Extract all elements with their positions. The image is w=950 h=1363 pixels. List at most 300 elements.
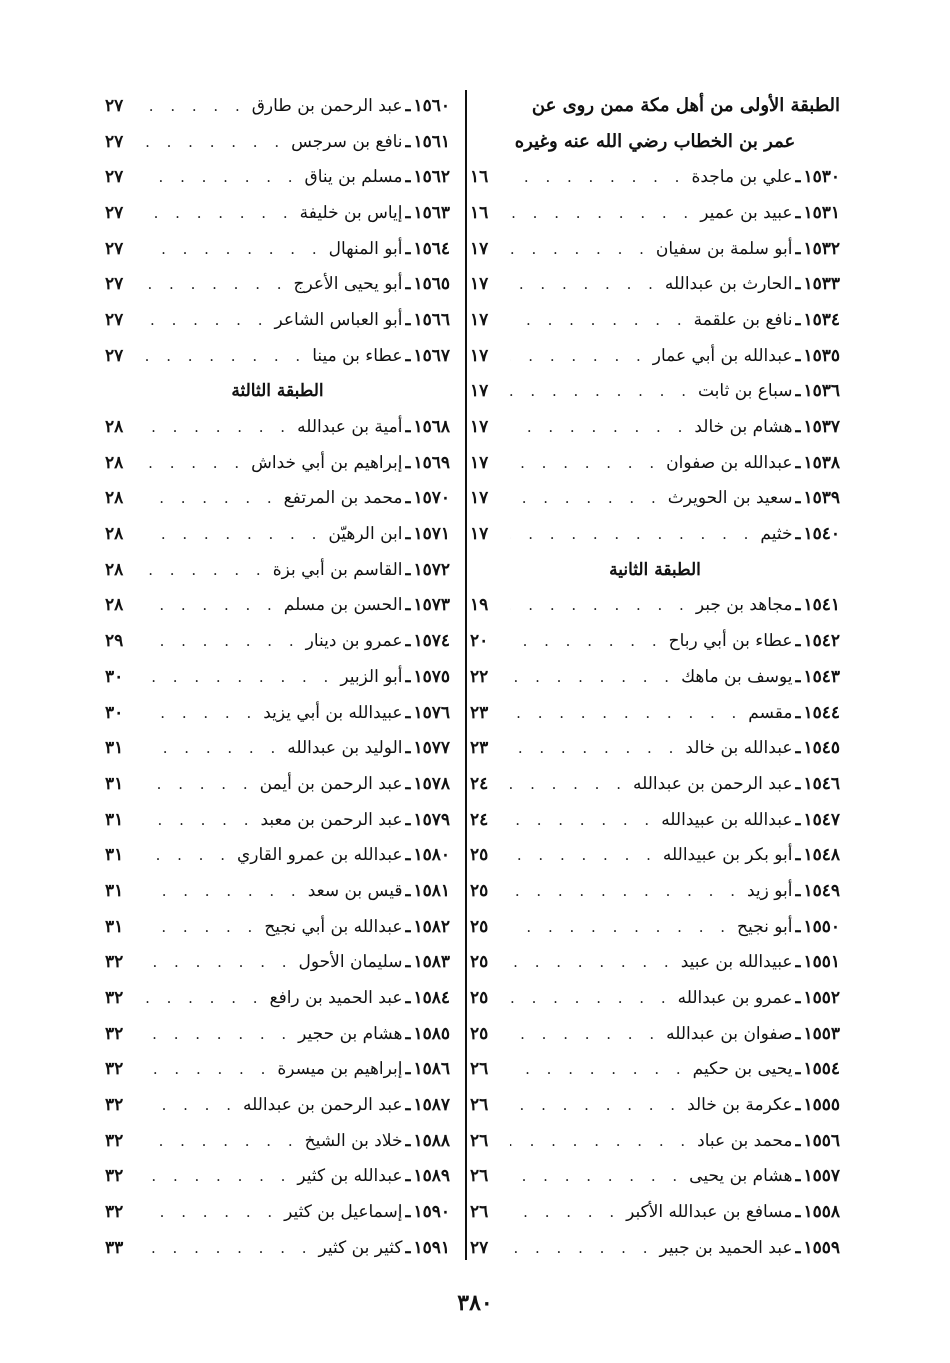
entry-number: ١٥٨١ [413, 880, 450, 901]
entry-number: ١٥٩٠ [413, 1202, 450, 1223]
leader-dots [510, 596, 690, 614]
leader-dots [510, 775, 627, 793]
entry-page: ٢٦ [470, 1095, 489, 1116]
entry-name: خلاد بن الشيخ [304, 1130, 403, 1151]
entry-name: مجاهد بن جبر [695, 595, 793, 616]
entry-number: ١٥٧٤ [413, 631, 450, 652]
entry-name: هشام بن يحيى [689, 1166, 793, 1187]
index-entry [470, 980, 840, 1016]
leader-dots [145, 168, 299, 186]
entry-number: ١٥٤٨ [803, 845, 840, 866]
leader-dots [145, 1203, 278, 1221]
section-heading: الطبقة الأولى من أهل مكة ممن روى عن [531, 95, 840, 117]
entry-name: إسماعيل بن كثير [284, 1202, 403, 1223]
entry-page: ٢٣ [470, 702, 489, 723]
index-entry [105, 516, 450, 552]
entry-number: ١٥٧٣ [413, 595, 450, 616]
index-entry [470, 1052, 840, 1088]
leader-dots [510, 846, 657, 864]
entry-number: ١٥٧٦ [413, 702, 450, 723]
entry-page: ٣٠ [105, 666, 124, 687]
entry-page: ٣٢ [105, 1059, 124, 1080]
entry-page: ١٧ [470, 238, 489, 259]
entry-name: عبد الرحمن بن طارق [251, 95, 403, 116]
entry-name: أبو الزبير [340, 666, 403, 687]
entry-number: ١٥٤٦ [803, 773, 840, 794]
entry-number: ١٥٣٠ [803, 167, 840, 188]
entry-number: ١٥٦٧ [413, 345, 450, 366]
index-entry [105, 1052, 450, 1088]
entry-page: ٣٠ [105, 702, 124, 723]
entry-name: سباع بن ثابت [697, 381, 793, 402]
entry-separator: ـ [795, 702, 801, 723]
index-entry [470, 159, 840, 195]
entry-name: أبو يحيى الأعرج [293, 274, 403, 295]
index-entry [105, 1230, 450, 1266]
entry-number: ١٥٥٥ [803, 1095, 840, 1116]
index-entry [105, 623, 450, 659]
entry-page: ٢٧ [105, 274, 124, 295]
leader-dots [510, 811, 655, 829]
entry-name: سليمان الأحول [298, 952, 403, 973]
index-entry [470, 231, 840, 267]
leader-dots [145, 418, 291, 436]
index-entry [470, 730, 840, 766]
entry-separator: ـ [405, 238, 411, 259]
index-entry [105, 445, 450, 481]
entry-page: ٣٢ [105, 1202, 124, 1223]
entry-number: ١٥٦٩ [413, 452, 450, 473]
leader-dots [145, 882, 302, 900]
entry-name: الوليد بن عبدالله [287, 738, 403, 759]
entry-number: ١٥٧٧ [413, 738, 450, 759]
entry-name: عبد الحميد بن جبير [659, 1237, 793, 1258]
entry-separator: ـ [795, 524, 801, 545]
leader-dots [510, 204, 694, 222]
index-entry [105, 1123, 450, 1159]
entry-separator: ـ [405, 1023, 411, 1044]
entry-separator: ـ [795, 1202, 801, 1223]
leader-dots [510, 1239, 653, 1257]
entry-name: عبدالله بن صفوان [666, 452, 793, 473]
leader-dots [145, 454, 245, 472]
entry-name: القاسم بن أبي بزة [272, 559, 403, 580]
entry-page: ٢٥ [470, 952, 489, 973]
index-entry [105, 802, 450, 838]
leader-dots [145, 311, 269, 329]
entry-number: ١٥٩١ [413, 1237, 450, 1258]
entry-separator: ـ [405, 952, 411, 973]
leader-dots [145, 275, 288, 293]
leader-dots [145, 918, 258, 936]
entry-name: عبدالله بن عبيدالله [661, 809, 793, 830]
entry-separator: ـ [795, 1095, 801, 1116]
leader-dots [145, 1060, 271, 1078]
entry-name: إبراهيم بن أبي خداش [251, 452, 403, 473]
entry-name: عبدالله بن عمرو القاري [237, 845, 403, 866]
index-entry [105, 695, 450, 731]
leader-dots [145, 1096, 237, 1114]
entry-page: ٢٨ [105, 595, 124, 616]
entry-separator: ـ [795, 274, 801, 295]
leader-dots [145, 133, 285, 151]
entry-number: ١٥٨٩ [413, 1166, 450, 1187]
leader-dots [145, 1239, 313, 1257]
entry-page: ١٦ [470, 202, 489, 223]
entry-separator: ـ [405, 1166, 411, 1187]
leader-dots [145, 1167, 291, 1185]
entry-page: ٢٧ [105, 238, 124, 259]
entry-page: ٣١ [105, 738, 124, 759]
leader-dots [510, 1096, 681, 1114]
index-entry [470, 588, 840, 624]
entry-number: ١٥٤٩ [803, 880, 840, 901]
index-entry [105, 338, 450, 374]
entry-name: يحيى بن حكيم [692, 1059, 793, 1080]
entry-name: علي بن ماجدة [691, 167, 793, 188]
leader-dots [145, 347, 306, 365]
entry-number: ١٥٦١ [413, 131, 450, 152]
entry-separator: ـ [405, 167, 411, 188]
index-entry [470, 516, 840, 552]
index-entry [105, 588, 450, 624]
entry-page: ١٧ [470, 345, 489, 366]
leader-dots [510, 989, 672, 1007]
entry-page: ١٦ [470, 167, 489, 188]
index-entry [470, 1159, 840, 1195]
entry-page: ٢٥ [470, 988, 489, 1009]
index-entry [470, 1016, 840, 1052]
entry-name: محمد بن المرتفع [283, 488, 403, 509]
page-number: ٣٨٠ [457, 1290, 493, 1316]
entry-separator: ـ [405, 524, 411, 545]
entry-number: ١٥٦٣ [413, 202, 450, 223]
entry-name: عبد الحميد بن رافع [269, 988, 403, 1009]
entry-separator: ـ [795, 738, 801, 759]
entry-page: ٣١ [105, 916, 124, 937]
entry-separator: ـ [795, 309, 801, 330]
entry-page: ٣٣ [105, 1237, 124, 1258]
leader-dots [145, 739, 281, 757]
entry-number: ١٥٣٣ [803, 274, 840, 295]
index-entry [470, 695, 840, 731]
entry-name: عبد الرحمن بن أيمن [259, 773, 403, 794]
index-entry [470, 945, 840, 981]
entry-page: ٣٢ [105, 1023, 124, 1044]
entry-separator: ـ [405, 845, 411, 866]
entry-number: ١٥٤٣ [803, 666, 840, 687]
entry-separator: ـ [795, 631, 801, 652]
entry-page: ٢٨ [105, 559, 124, 580]
entry-number: ١٥٥٨ [803, 1202, 840, 1223]
index-entry [105, 88, 450, 124]
entry-separator: ـ [795, 381, 801, 402]
leader-dots [510, 1167, 683, 1185]
entry-name: عطاء بن أبي رباح [668, 631, 793, 652]
entry-page: ١٧ [470, 524, 489, 545]
entry-page: ٣٢ [105, 1095, 124, 1116]
section-heading: الطبقة الثالثة [231, 381, 324, 402]
entry-number: ١٥٥٠ [803, 916, 840, 937]
entry-name: مسلم بن يناق [304, 167, 403, 188]
entry-page: ٣٢ [105, 1130, 124, 1151]
leader-dots [145, 775, 254, 793]
index-entry [105, 481, 450, 517]
entry-page: ٣١ [105, 845, 124, 866]
entry-page: ٢٦ [470, 1059, 489, 1080]
entry-number: ١٥٧٢ [413, 559, 450, 580]
entry-separator: ـ [795, 916, 801, 937]
entry-name: عبيدالله بن عبيد [680, 952, 793, 973]
leader-dots [510, 632, 663, 650]
leader-dots [145, 1132, 299, 1150]
column-divider [465, 90, 467, 1260]
index-entry [470, 409, 840, 445]
entry-page: ١٧ [470, 488, 489, 509]
entry-name: أمية بن عبدالله [297, 417, 403, 438]
entry-number: ١٥٥٤ [803, 1059, 840, 1080]
entry-separator: ـ [405, 417, 411, 438]
leader-dots [510, 1060, 687, 1078]
index-entry [105, 730, 450, 766]
leader-dots [145, 632, 300, 650]
entry-number: ١٥٦٥ [413, 274, 450, 295]
entry-page: ١٧ [470, 381, 489, 402]
entry-number: ١٥٤٥ [803, 738, 840, 759]
entry-separator: ـ [795, 488, 801, 509]
leader-dots [510, 739, 679, 757]
entry-name: إبراهيم بن ميسرة [277, 1059, 403, 1080]
entry-name: أبو سلمة بن سفيان [655, 238, 793, 259]
leader-dots [510, 1203, 620, 1221]
entry-page: ٢٦ [470, 1130, 489, 1151]
entry-separator: ـ [405, 738, 411, 759]
entry-number: ١٥٤٧ [803, 809, 840, 830]
index-entry [470, 445, 840, 481]
entry-number: ١٥٧٩ [413, 809, 450, 830]
entry-name: إياس بن خليفة [299, 202, 403, 223]
index-entry [105, 1159, 450, 1195]
entry-page: ٢٧ [105, 202, 124, 223]
entry-number: ١٥٨٠ [413, 845, 450, 866]
entry-separator: ـ [795, 238, 801, 259]
entry-page: ٢٧ [105, 309, 124, 330]
index-entry [470, 374, 840, 410]
index-entry [470, 1194, 840, 1230]
entry-name: خثيم [760, 524, 793, 545]
index-entry [470, 481, 840, 517]
entry-separator: ـ [405, 488, 411, 509]
entry-number: ١٥٨٤ [413, 988, 450, 1009]
entry-separator: ـ [405, 559, 411, 580]
entry-page: ١٧ [470, 274, 489, 295]
entry-separator: ـ [405, 1202, 411, 1223]
entry-name: أبو العباس الشاعر [274, 309, 403, 330]
leader-dots [145, 240, 323, 258]
entry-number: ١٥٤٠ [803, 524, 840, 545]
entry-name: نافع بن علقمة [693, 309, 793, 330]
entry-number: ١٥٥٦ [803, 1130, 840, 1151]
entry-number: ١٥٦٤ [413, 238, 450, 259]
entry-number: ١٥٣٩ [803, 488, 840, 509]
entry-page: ٢٥ [470, 845, 489, 866]
leader-dots [510, 240, 650, 258]
entry-separator: ـ [795, 595, 801, 616]
entry-name: عبد الرحمن بن عبدالله [243, 1095, 403, 1116]
entry-separator: ـ [405, 274, 411, 295]
entry-page: ٢٧ [105, 345, 124, 366]
index-entry [105, 124, 450, 160]
entry-separator: ـ [795, 952, 801, 973]
entry-page: ٢٣ [470, 738, 489, 759]
entry-name: عبدالله بن أبي نجيح [264, 916, 403, 937]
left-column [105, 88, 450, 1266]
entry-separator: ـ [405, 309, 411, 330]
entry-separator: ـ [405, 95, 411, 116]
entry-number: ١٥٣٢ [803, 238, 840, 259]
entry-page: ٢٤ [470, 809, 489, 830]
index-entry [470, 802, 840, 838]
entry-page: ٢٥ [470, 1023, 489, 1044]
leader-dots [510, 882, 741, 900]
entry-separator: ـ [795, 1237, 801, 1258]
index-entry [105, 980, 450, 1016]
entry-separator: ـ [405, 702, 411, 723]
entry-page: ٣١ [105, 809, 124, 830]
entry-page: ٢٥ [470, 880, 489, 901]
leader-dots [145, 204, 294, 222]
entry-page: ١٧ [470, 309, 489, 330]
entry-number: ١٥٨٥ [413, 1023, 450, 1044]
leader-dots [510, 953, 675, 971]
entry-name: قيس بن سعد [307, 880, 403, 901]
leader-dots [145, 489, 278, 507]
entry-page: ٣٢ [105, 1166, 124, 1187]
entry-name: عبدالله بن كثير [297, 1166, 403, 1187]
entry-page: ١٩ [470, 595, 489, 616]
entry-name: أبو بكر بن عبيدالله [662, 845, 793, 866]
entry-number: ١٥٣١ [803, 202, 840, 223]
entry-separator: ـ [795, 666, 801, 687]
entry-number: ١٥٦٠ [413, 95, 450, 116]
entry-separator: ـ [405, 880, 411, 901]
entry-number: ١٥٨٧ [413, 1095, 450, 1116]
leader-dots [510, 454, 660, 472]
section-heading: عمر بن الخطاب رضي الله عنه وغيره [514, 131, 796, 153]
entry-name: نافع بن سرجس [291, 131, 403, 152]
entry-number: ١٥٦٨ [413, 417, 450, 438]
entry-page: ٢٧ [105, 167, 124, 188]
entry-page: ١٧ [470, 452, 489, 473]
leader-dots [510, 382, 692, 400]
entry-page: ٢٨ [105, 452, 124, 473]
entry-number: ١٥٣٧ [803, 417, 840, 438]
entry-number: ١٥٧٥ [413, 666, 450, 687]
entry-name: هشام بن حجير [298, 1023, 403, 1044]
leader-dots [145, 953, 293, 971]
entry-page: ٣٢ [105, 952, 124, 973]
entry-separator: ـ [405, 345, 411, 366]
index-entry [105, 1194, 450, 1230]
entry-name: كثير بن كثير [318, 1237, 403, 1258]
index-entry [105, 1087, 450, 1123]
index-entry [470, 909, 840, 945]
entry-separator: ـ [795, 845, 801, 866]
index-entry [105, 231, 450, 267]
index-entry [470, 659, 840, 695]
entry-separator: ـ [795, 202, 801, 223]
index-entry [470, 623, 840, 659]
entry-name: صفوان بن عبدالله [666, 1023, 793, 1044]
entry-page: ٢٧ [105, 131, 124, 152]
entry-name: عمرو بن دينار [305, 631, 403, 652]
entry-page: ٢٩ [105, 631, 124, 652]
entry-separator: ـ [795, 345, 801, 366]
leader-dots [510, 704, 742, 722]
entry-separator: ـ [795, 988, 801, 1009]
entry-separator: ـ [795, 1166, 801, 1187]
index-entry [470, 1230, 840, 1266]
index-entry [105, 266, 450, 302]
entry-number: ١٥٦٦ [413, 309, 450, 330]
entry-number: ١٥٣٥ [803, 345, 840, 366]
entry-name: الحسن بن مسلم [283, 595, 403, 616]
entry-separator: ـ [405, 916, 411, 937]
entry-number: ١٥٥٢ [803, 988, 840, 1009]
index-entry [470, 266, 840, 302]
entry-page: ٢٨ [105, 417, 124, 438]
entry-page: ٢٨ [105, 524, 124, 545]
entry-separator: ـ [405, 773, 411, 794]
entry-page: ٢٦ [470, 1166, 489, 1187]
entry-number: ١٥٤٤ [803, 702, 840, 723]
entry-number: ١٥٦٢ [413, 167, 450, 188]
index-entry [470, 873, 840, 909]
entry-name: عبدالله بن خالد [685, 738, 793, 759]
leader-dots [145, 846, 231, 864]
entry-name: أبو نجيح [737, 916, 793, 937]
index-entry [470, 1087, 840, 1123]
entry-number: ١٥٥١ [803, 952, 840, 973]
index-entry [105, 302, 450, 338]
leader-dots [145, 704, 257, 722]
entry-page: ٢٧ [470, 1237, 489, 1258]
index-entry [105, 1016, 450, 1052]
leader-dots [145, 989, 264, 1007]
index-entry [105, 837, 450, 873]
entry-name: محمد بن عباد [697, 1130, 793, 1151]
entry-separator: ـ [405, 1095, 411, 1116]
entry-separator: ـ [405, 1059, 411, 1080]
entry-number: ١٥٥٧ [803, 1166, 840, 1187]
leader-dots [510, 311, 688, 329]
entry-page: ١٧ [470, 417, 489, 438]
entry-number: ١٥٨٢ [413, 916, 450, 937]
index-entry [105, 195, 450, 231]
entry-name: مسافع بن عبدالله الأكبر [626, 1202, 793, 1223]
entry-number: ١٥٥٣ [803, 1023, 840, 1044]
entry-separator: ـ [405, 666, 411, 687]
leader-dots [145, 561, 267, 579]
entry-number: ١٥٧٨ [413, 773, 450, 794]
entry-separator: ـ [405, 809, 411, 830]
leader-dots [510, 668, 675, 686]
leader-dots [145, 596, 278, 614]
entry-page: ٣١ [105, 880, 124, 901]
entry-number: ١٥٣٨ [803, 452, 840, 473]
entry-number: ١٥٨٦ [413, 1059, 450, 1080]
leader-dots [145, 811, 254, 829]
